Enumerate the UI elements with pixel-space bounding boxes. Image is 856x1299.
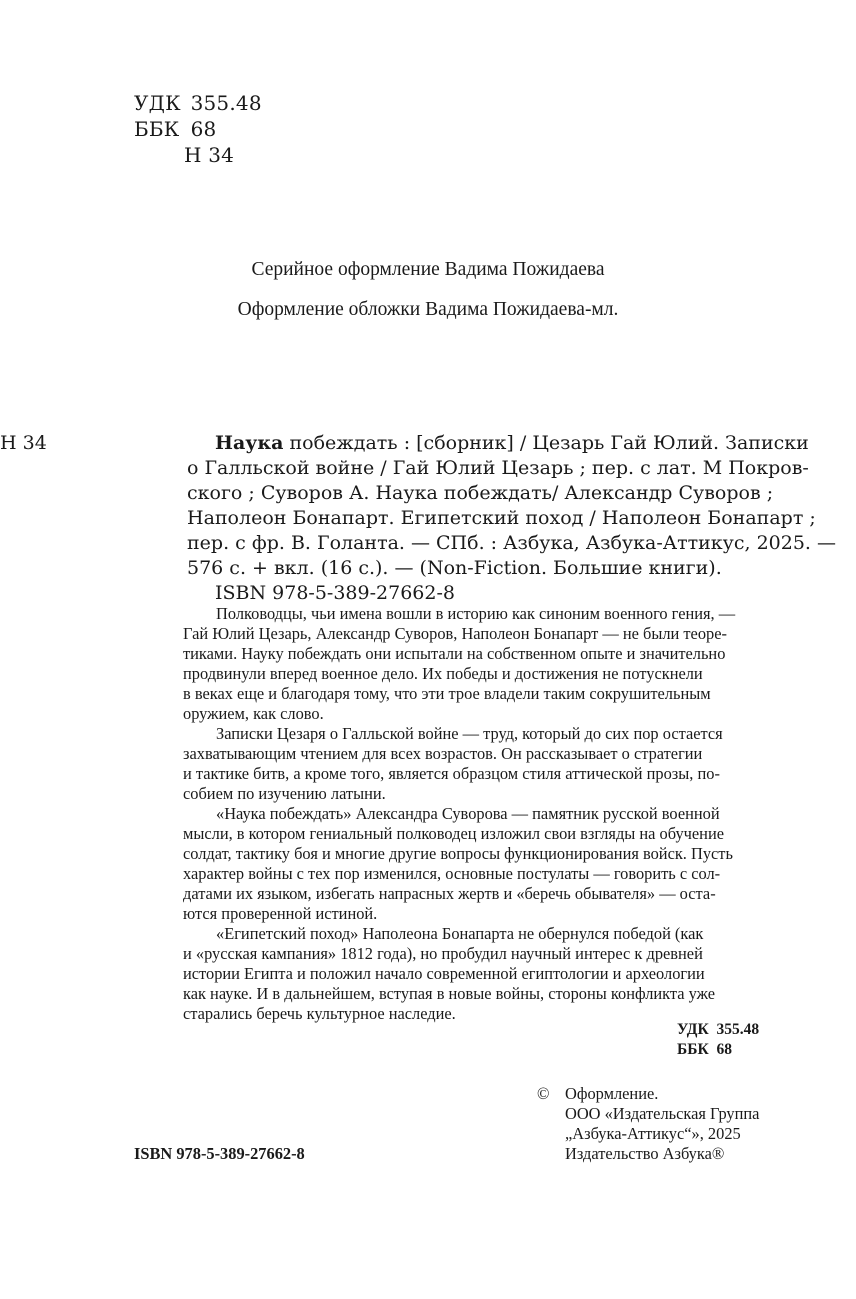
annotation-line: «Наука побеждать» Александра Суворова — памятник русской военной bbox=[216, 804, 720, 823]
top-bbk-line bbox=[134, 116, 216, 143]
bib-line-4: Наполеон Бонапарт. Египетский поход / Наполеон Бонапарт ; bbox=[187, 507, 816, 529]
top-bbk-value: 68 bbox=[190, 117, 217, 141]
annotation-line: оружием, как слово. bbox=[183, 704, 324, 723]
annotation-line: Гай Юлий Цезарь, Александр Суворов, Наполеон Бонапарт — не были теоре- bbox=[183, 624, 727, 643]
annotation-line: как науке. И в дальнейшем, вступая в новые войны, стороны конфликта уже bbox=[183, 984, 715, 1003]
bib-line-1-text: побеждать : [сборник] / Цезарь Гай Юлий. Записки bbox=[283, 432, 809, 454]
series-design-credit: Серийное оформление Вадима Пожидаева bbox=[251, 259, 605, 280]
bottom-bbk-label: ББК bbox=[677, 1041, 709, 1058]
annotation-line: Полководцы, чьи имена вошли в историю как синоним военного гения, — bbox=[216, 604, 736, 623]
bib-isbn: ISBN 978-5-389-27662-8 bbox=[215, 582, 455, 604]
top-bbk-label: ББК bbox=[134, 117, 180, 141]
annotation-line: мысли, в котором гениальный полководец изложил свои взгляды на обучение bbox=[183, 824, 724, 843]
bib-author-sign: Н 34 bbox=[0, 432, 47, 454]
top-udk-line bbox=[134, 90, 262, 117]
annotation-line: и «русская кампания» 1812 года), но пробудил научный интерес к древней bbox=[183, 944, 703, 963]
copyright-line: ООО «Издательская Группа bbox=[565, 1104, 760, 1123]
annotation-line: характер войны с тех пор изменился, основные постулаты — говорить с сол- bbox=[183, 864, 721, 883]
top-udk-label: УДК bbox=[134, 91, 181, 115]
bottom-udk-value: 355.48 bbox=[716, 1021, 760, 1038]
isbn-bottom: ISBN 978-5-389-27662-8 bbox=[134, 1144, 305, 1163]
copyright-line: „Азбука-Аттикус“», 2025 bbox=[565, 1124, 741, 1143]
annotation-line: в веках еще и благодаря тому, что эти трое владели таким сокрушительным bbox=[183, 684, 711, 703]
annotation-line: тиками. Науку побеждать они испытали на собственном опыте и значительно bbox=[183, 644, 726, 663]
copyright-line: Оформление. bbox=[565, 1084, 659, 1103]
bottom-bbk-value: 68 bbox=[716, 1041, 732, 1058]
annotation-line: ются проверенной истиной. bbox=[183, 904, 378, 923]
annotation-line: и тактике битв, а кроме того, является образцом стиля аттической прозы, по- bbox=[183, 764, 720, 783]
annotation-line: истории Египта и положил начало современной египтологии и археологии bbox=[183, 964, 705, 983]
annotation-line: датами их языком, избегать напрасных жертв и «беречь обывателя» — оста- bbox=[183, 884, 716, 903]
annotation-line: старались беречь культурное наследие. bbox=[183, 1004, 456, 1023]
bottom-udk-label: УДК bbox=[677, 1021, 709, 1038]
annotation-line: собием по изучению латыни. bbox=[183, 784, 386, 803]
bib-line-3: ского ; Суворов А. Наука побеждать/ Александр Суворов ; bbox=[187, 482, 774, 504]
bib-line-5: пер. с фр. В. Голанта. — СПб. : Азбука, Азбука-Аттикус, 2025. — bbox=[187, 532, 837, 554]
bib-line-1 bbox=[215, 431, 809, 456]
copyright-line: Издательство Азбука® bbox=[565, 1144, 725, 1163]
bottom-bbk-line bbox=[677, 1040, 732, 1060]
annotation-line: «Египетский поход» Наполеона Бонапарта не обернулся победой (как bbox=[216, 924, 704, 943]
annotation-line: Записки Цезаря о Галльской войне — труд, который до сих пор остается bbox=[216, 724, 723, 743]
cover-design-credit: Оформление обложки Вадима Пожидаева-мл. bbox=[237, 299, 619, 320]
top-author-sign: Н 34 bbox=[184, 143, 235, 167]
bib-title-bold: Наука bbox=[215, 432, 284, 454]
bib-line-2: о Галльской войне / Гай Юлий Цезарь ; пер. с лат. М Покров- bbox=[187, 457, 809, 479]
annotation-line: солдат, тактику боя и многие другие вопросы функционирования войск. Пусть bbox=[183, 844, 733, 863]
top-udk-value: 355.48 bbox=[190, 91, 262, 115]
bottom-udk-line bbox=[677, 1020, 759, 1040]
annotation-line: продвинули вперед военное дело. Их победы и достижения не потускнели bbox=[183, 664, 703, 683]
annotation-line: захватывающим чтением для всех возрастов. Он рассказывает о стратегии bbox=[183, 744, 703, 763]
copyright-symbol: © bbox=[537, 1084, 550, 1103]
bib-line-6: 576 с. + вкл. (16 с.). — (Non-Fiction. Большие книги). bbox=[187, 557, 722, 579]
